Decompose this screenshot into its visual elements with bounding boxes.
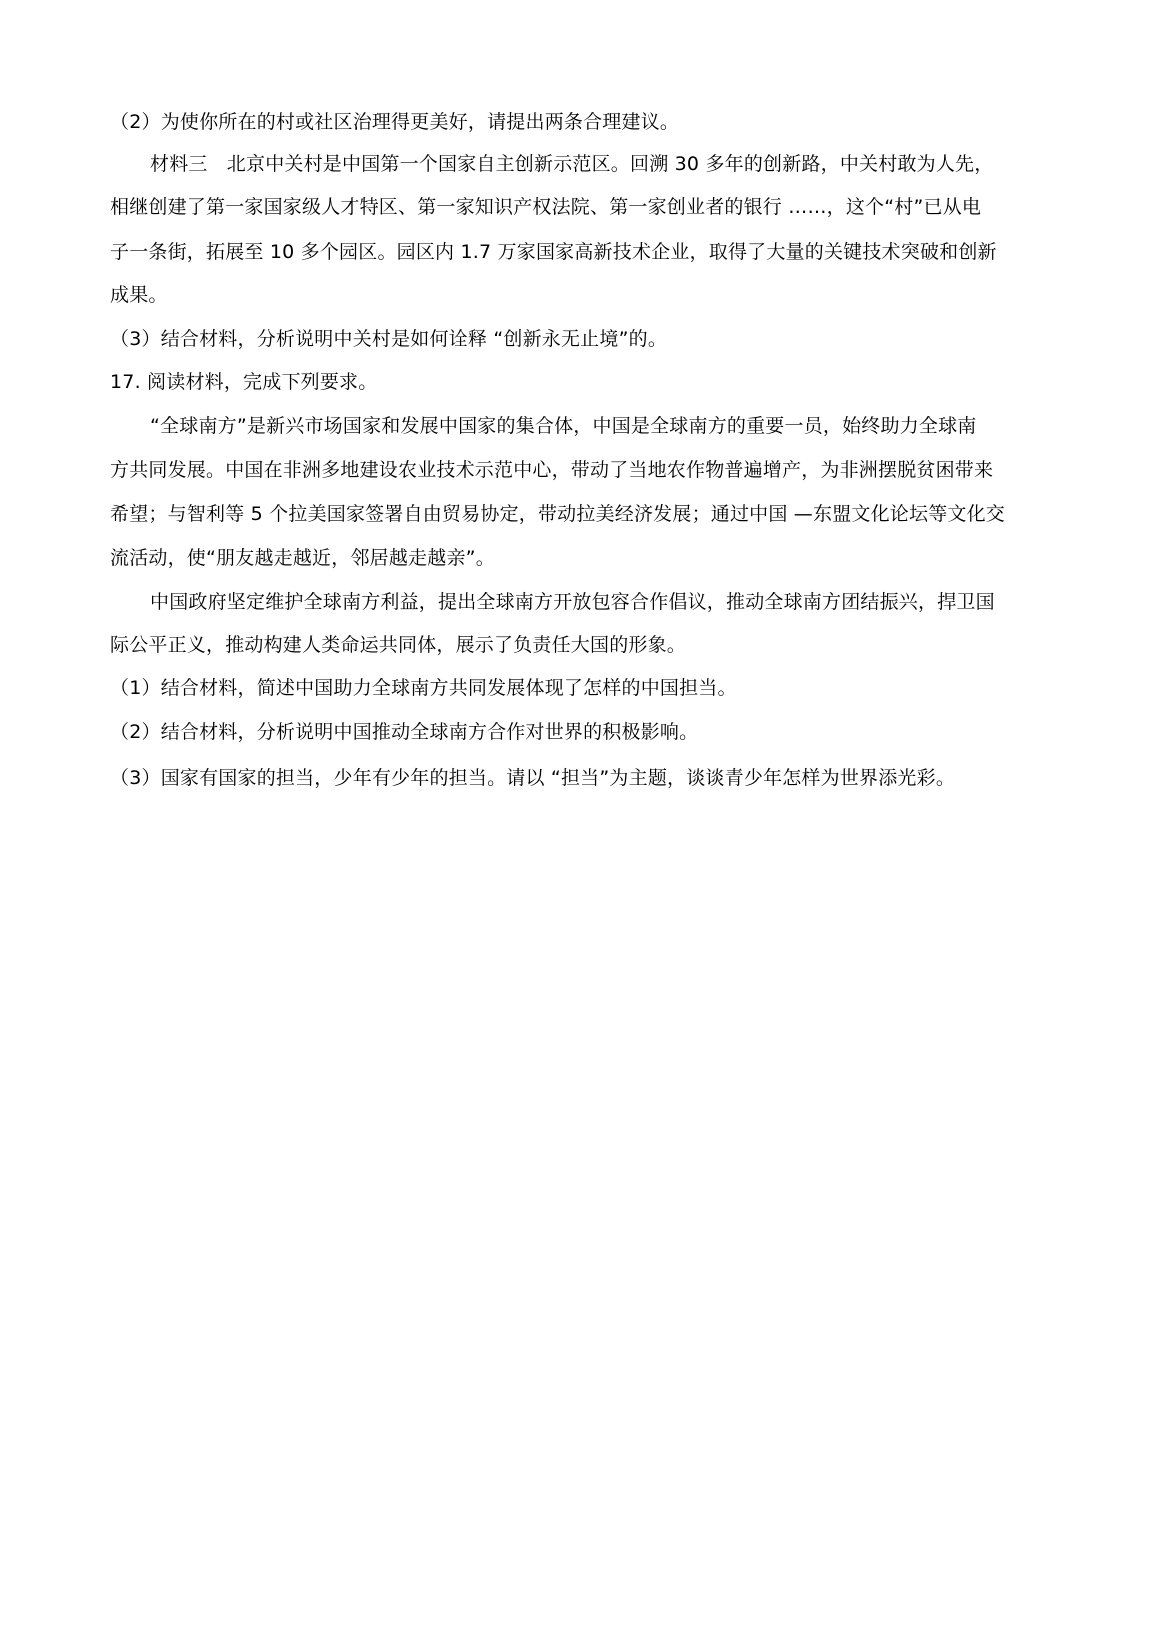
question-17-1-prompt: （1）结合材料，简述中国助力全球南方共同发展体现了怎样的中国担当。 (110, 677, 737, 699)
question-3-prompt: （3）结合材料，分析说明中关村是如何诠释 “创新永无止境”的。 (110, 328, 668, 350)
material-three-paragraph-line: 子一条街，拓展至 10 多个园区。园区内 1.7 万家国家高新技术企业，取得了大量的关键技术突破和创新 (110, 241, 997, 263)
question-2-prompt: （2）为使你所在的村或社区治理得更美好，请提出两条合理建议。 (110, 111, 680, 133)
material-three-paragraph-line: 相继创建了第一家国家级人才特区、第一家知识产权法院、第一家创业者的银行 ……，这个“村”已从电 (110, 196, 982, 218)
global-south-paragraph-line: “全球南方”是新兴市场国家和发展中国家的集合体，中国是全球南方的重要一员，始终助力全球南 (150, 415, 977, 437)
global-south-paragraph-line: 方共同发展。中国在非洲多地建设农业技术示范中心，带动了当地农作物普遍增产，为非洲摆脱贫困带来 (110, 459, 994, 481)
material-three-paragraph-line: 成果。 (110, 284, 168, 306)
government-paragraph-line: 际公平正义，推动构建人类命运共同体，展示了负责任大国的形象。 (110, 634, 687, 656)
government-paragraph-line: 中国政府坚定维护全球南方利益，提出全球南方开放包容合作倡议，推动全球南方团结振兴，捍卫国 (150, 591, 995, 613)
global-south-paragraph-line: 希望；与智利等 5 个拉美国家签署自由贸易协定，带动拉美经济发展；通过中国 —东盟文化论坛等文化交 (110, 503, 1006, 525)
material-three-paragraph-line: 材料三 北京中关村是中国第一个国家自主创新示范区。回溯 30 多年的创新路，中关村敢为人先， (150, 153, 994, 175)
global-south-paragraph-line: 流活动，使“朋友越走越近，邻居越走越亲”。 (110, 547, 495, 569)
question-17-heading: 17. 阅读材料，完成下列要求。 (110, 371, 378, 393)
question-17-2-prompt: （2）结合材料，分析说明中国推动全球南方合作对世界的积极影响。 (110, 721, 699, 743)
question-17-3-prompt: （3）国家有国家的担当，少年有少年的担当。请以 “担当”为主题，谈谈青少年怎样为世界添光彩。 (110, 767, 956, 789)
